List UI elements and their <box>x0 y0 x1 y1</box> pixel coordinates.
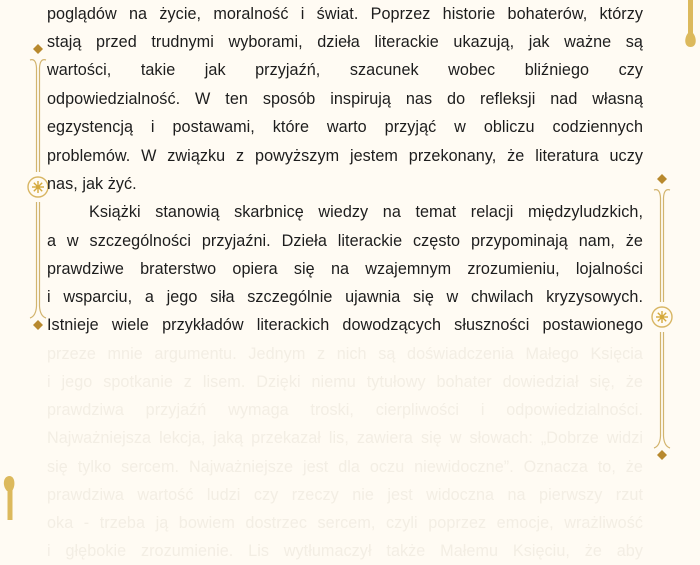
drop-ornament-top-right <box>680 0 700 50</box>
text-line: problemów. W związku z powyższym jestem przekonany, że literatura uczy <box>47 147 643 165</box>
drop-icon <box>680 0 700 50</box>
text-line: wartości, takie jak przyjaźń, szacunek wobec bliźniego czy <box>47 61 643 79</box>
text-line: poglądów na życie, moralność i świat. Poprzez historie bohaterów, którzy <box>47 5 643 23</box>
faded-text-line: i jego spotkanie z lisem. Dzięki niemu tytułowy bohater dowiedział się, że <box>47 373 643 391</box>
diamond-icon <box>33 44 43 54</box>
faded-text-line: prawdziwa wartość ludzi czy rzeczy nie jest widoczna na pierwszy rzut <box>47 486 643 504</box>
diamond-icon <box>657 174 667 184</box>
text-line: Książki stanowią skarbnicę wiedzy na temat relacji międzyludzkich, <box>89 203 643 221</box>
text-line: odpowiedzialność. W ten sposób inspirują nas do refleksji nad własną <box>47 90 643 108</box>
right-border-ornament <box>650 174 674 464</box>
diamond-icon <box>33 320 43 330</box>
text-line: stają przed trudnymi wyborami, dzieła literackie ukazują, jak ważne są <box>47 33 643 51</box>
faded-text-line: przeze mnie argumentu. Jednym z nich są doświadczenia Małego Księcia <box>47 345 643 363</box>
faded-text-line: oka - trzeba ją bowiem dostrzec sercem, czyli poprzez emocje, wrażliwość <box>47 514 643 532</box>
faded-text-line: prawdziwa przyjaźń wymaga troski, cierpliwości i odpowiedzialności. <box>47 401 643 419</box>
faded-text-line: się tylko sercem. Najważniejsze jest dla oczu niewidoczne”. Oznacza to, że <box>47 458 643 476</box>
text-line: nas, jak żyć. <box>47 175 137 193</box>
drop-icon <box>0 474 20 520</box>
diamond-icon <box>657 450 667 460</box>
text-line: Istnieje wiele przykładów literackich dowodzących słuszności postawionego <box>47 316 643 334</box>
drop-ornament-bottom-left <box>0 474 20 520</box>
faded-text-line: Najważniejsza lekcja, jaką przekazał lis, zawiera się w słowach: „Dobrze widzi <box>47 429 643 447</box>
text-line: a w szczególności przyjaźni. Dzieła literackie często przypominają nam, że <box>47 232 643 250</box>
text-line: i wsparciu, a jego siła szczególnie ujawnia się w chwilach kryzysowych. <box>47 288 643 306</box>
text-line: egzystencją i postawami, które warto przyjąć w obliczu codziennych <box>47 118 643 136</box>
star-medallion-icon <box>28 177 48 197</box>
faded-text-line: i głębokie zrozumienie. Lis wytłumaczył także Małemu Księciu, że aby <box>47 542 643 560</box>
text-line: prawdziwe braterstwo opiera się na wzajemnym zrozumieniu, lojalności <box>47 260 643 278</box>
star-medallion-icon <box>652 307 672 327</box>
